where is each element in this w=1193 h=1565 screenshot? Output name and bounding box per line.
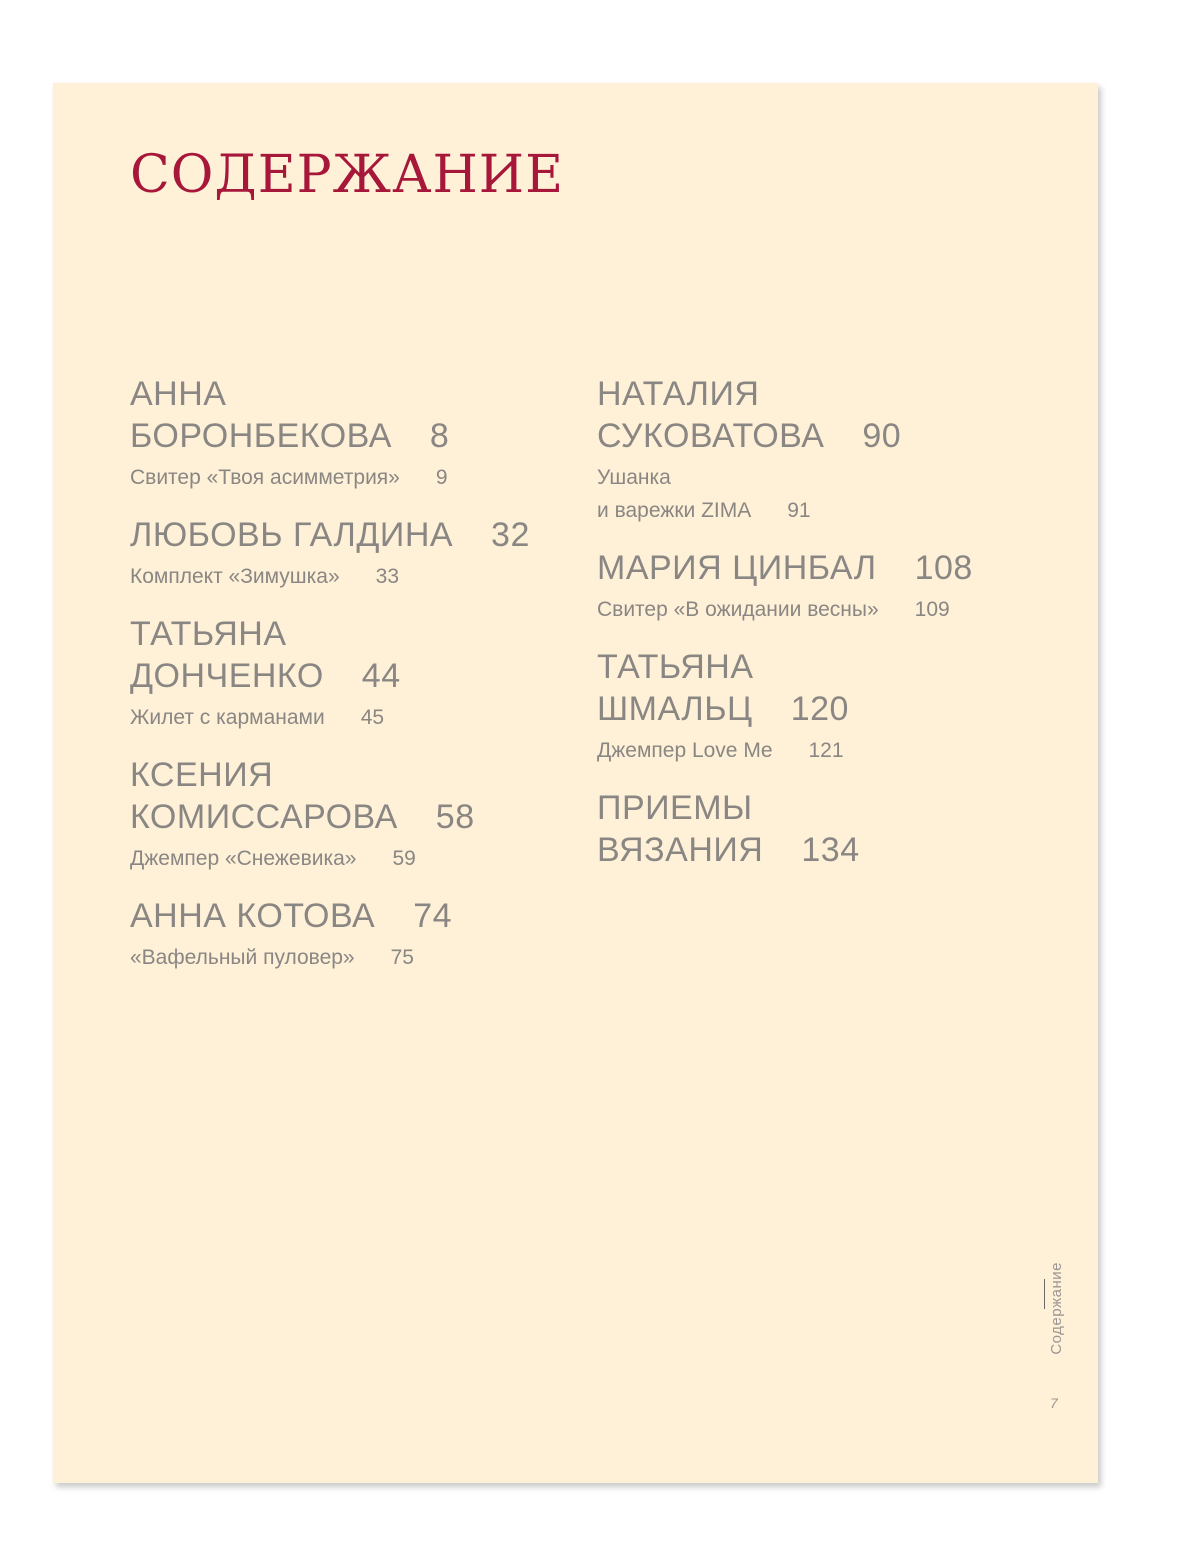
- author-name-text: ЛЮБОВЬ ГАЛДИНА: [130, 516, 454, 554]
- toc-entry[interactable]: [130, 613, 570, 734]
- author-name-line: [130, 415, 570, 457]
- author-name-line: [597, 829, 1067, 871]
- work-title-line: [130, 560, 570, 593]
- work-page-number: 9: [435, 466, 448, 489]
- toc-left-column: [130, 373, 570, 994]
- work-page-number: 91: [787, 499, 811, 522]
- author-page-number: 134: [801, 831, 860, 869]
- book-page: [53, 83, 1098, 1483]
- work-title-text: Свитер «В ожидании весны»: [597, 598, 879, 621]
- toc-entry[interactable]: [597, 646, 1067, 767]
- work-title-text: Комплект «Зимушка»: [130, 565, 340, 588]
- author-name-text: АННА КОТОВА: [130, 897, 376, 935]
- author-heading: [130, 373, 570, 457]
- author-page-number: 108: [914, 549, 973, 587]
- work-item: [597, 461, 1067, 527]
- toc-entry[interactable]: [130, 373, 570, 494]
- section-label: Содержание: [1048, 1262, 1065, 1355]
- author-name-text: НАТАЛИЯ: [597, 375, 760, 413]
- author-name-text: ДОНЧЕНКО: [130, 657, 324, 695]
- author-page-number: 32: [491, 516, 530, 554]
- work-page-number: 121: [808, 739, 844, 762]
- page-number: 7: [1050, 1395, 1058, 1411]
- author-name-text: МАРИЯ ЦИНБАЛ: [597, 549, 877, 587]
- work-page-number: 45: [360, 706, 385, 729]
- author-name-text: БОРОНБЕКОВА: [130, 417, 392, 455]
- author-name-text: ШМАЛЬЦ: [597, 690, 753, 728]
- work-title-line: [597, 734, 1067, 767]
- work-item: [130, 941, 570, 974]
- toc-entry[interactable]: [597, 547, 1067, 626]
- work-page-number: 59: [392, 847, 416, 870]
- work-page-number: 33: [375, 565, 400, 588]
- author-name-line: [597, 373, 1067, 415]
- author-name-text: ПРИЕМЫ: [597, 789, 753, 827]
- author-name-line: [130, 655, 570, 697]
- page-title: СОДЕРЖАНИЕ: [130, 145, 565, 205]
- author-page-number: 120: [790, 690, 849, 728]
- author-name-text: АННА: [130, 375, 227, 413]
- author-name-line: [130, 514, 570, 556]
- work-page-number: 109: [914, 598, 950, 621]
- author-name-text: ВЯЗАНИЯ: [597, 831, 764, 869]
- toc-entry[interactable]: [130, 514, 570, 593]
- work-item: [130, 701, 570, 734]
- work-item: [130, 842, 570, 875]
- work-title-line: [130, 701, 570, 734]
- author-name-line: [597, 547, 1067, 589]
- author-page-number: 74: [413, 897, 453, 935]
- author-name-line: [130, 796, 570, 838]
- author-heading: [130, 613, 570, 697]
- author-heading: [130, 895, 570, 937]
- author-heading: [597, 373, 1067, 457]
- author-name-text: ТАТЬЯНА: [130, 615, 287, 653]
- work-page-number: 75: [390, 946, 414, 969]
- toc-entry[interactable]: [597, 373, 1067, 527]
- author-page-number: 90: [862, 417, 902, 455]
- author-name-text: КСЕНИЯ: [130, 756, 274, 794]
- work-item: [130, 560, 570, 593]
- work-title-line: [597, 593, 1067, 626]
- toc-entry[interactable]: [597, 787, 1067, 871]
- work-title-text: Свитер «Твоя асимметрия»: [130, 466, 400, 489]
- running-header: [1044, 1221, 1074, 1411]
- work-title-line: [130, 941, 570, 974]
- author-name-line: [597, 646, 1067, 688]
- toc-entry[interactable]: [130, 754, 570, 875]
- author-name-line: [130, 895, 570, 937]
- toc-right-column: [597, 373, 1067, 891]
- work-title-text: и варежки ZIMA: [597, 499, 752, 522]
- author-heading: [597, 547, 1067, 589]
- author-name-line: [597, 688, 1067, 730]
- author-heading: [130, 514, 570, 556]
- author-name-line: [597, 787, 1067, 829]
- divider: [1044, 1279, 1045, 1309]
- author-name-line: [130, 754, 570, 796]
- author-name-line: [130, 613, 570, 655]
- work-item: [597, 734, 1067, 767]
- author-name-text: СУКОВАТОВА: [597, 417, 825, 455]
- work-title-line: [597, 494, 1067, 527]
- author-name-line: [130, 373, 570, 415]
- author-heading: [130, 754, 570, 838]
- work-title-text: Джемпер «Снежевика»: [130, 847, 357, 870]
- work-title-text: «Вафельный пуловер»: [130, 946, 355, 969]
- author-page-number: 8: [429, 417, 450, 455]
- author-heading: [597, 787, 1067, 871]
- work-item: [597, 593, 1067, 626]
- author-page-number: 58: [435, 798, 475, 836]
- work-title-line: [597, 461, 1067, 494]
- work-title-line: [130, 461, 570, 494]
- author-page-number: 44: [361, 657, 401, 695]
- toc-entry[interactable]: [130, 895, 570, 974]
- work-item: [130, 461, 570, 494]
- author-name-text: КОМИССАРОВА: [130, 798, 398, 836]
- work-title-text: Жилет с карманами: [130, 706, 325, 729]
- author-name-line: [597, 415, 1067, 457]
- work-title-text: Джемпер Love Me: [597, 739, 773, 762]
- author-heading: [597, 646, 1067, 730]
- work-title-line: [130, 842, 570, 875]
- work-title-text: Ушанка: [597, 466, 671, 489]
- author-name-text: ТАТЬЯНА: [597, 648, 754, 686]
